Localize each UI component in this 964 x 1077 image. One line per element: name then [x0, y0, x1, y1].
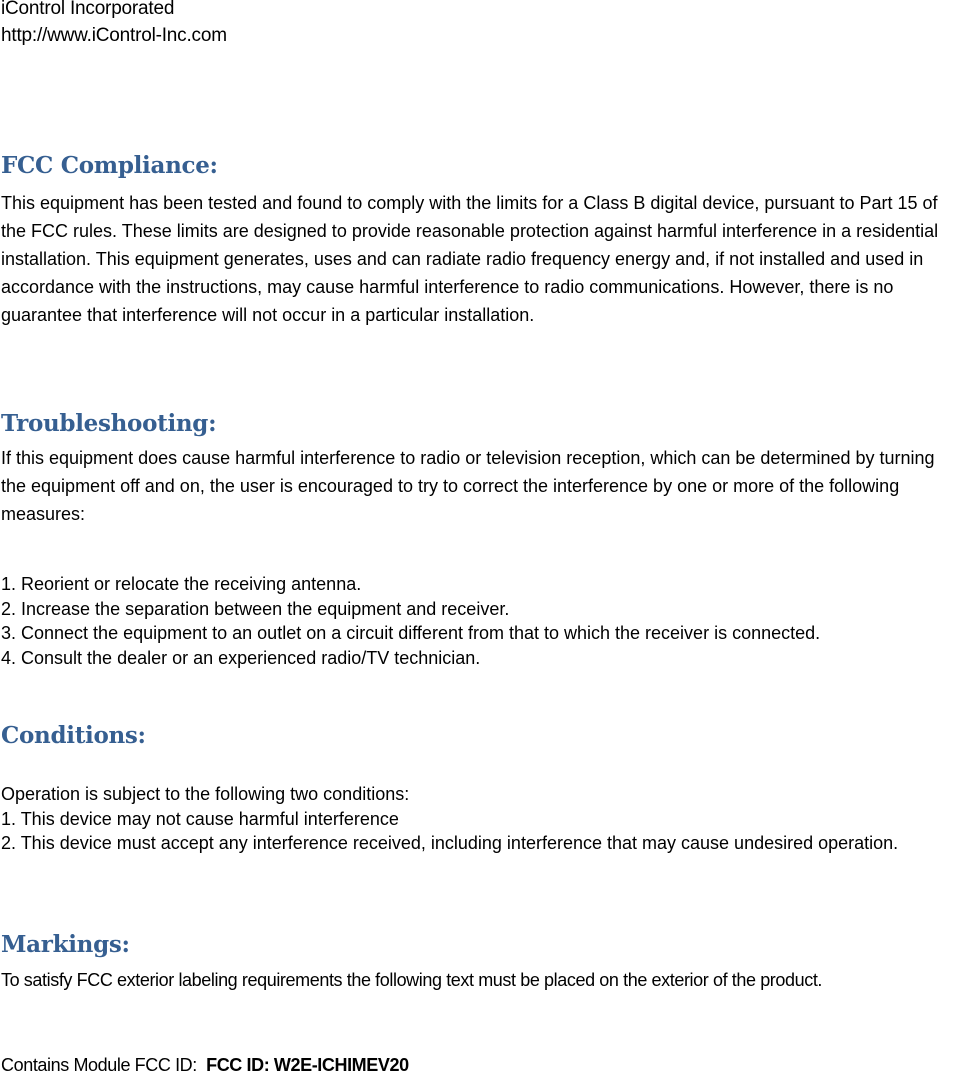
list-item: 2. Increase the separation between the equipment and receiver. [1, 598, 510, 619]
list-item: 1. Reorient or relocate the receiving antenna. [1, 574, 362, 594]
condition-item: 1. This device may not cause harmful interference [1, 808, 399, 829]
heading-troubleshooting: Troubleshooting: [1, 410, 217, 437]
list-item: 4. Consult the dealer or an experienced radio/TV technician. [1, 647, 481, 668]
heading-fcc-compliance: FCC Compliance: [1, 152, 218, 179]
conditions-block [1, 782, 964, 856]
troubleshooting-measures-list [1, 572, 820, 670]
fcc-id-line [1, 1053, 409, 1077]
fcc-id-value: FCC ID: W2E-ICHIMEV20 [206, 1055, 409, 1075]
list-item: 3. Connect the equipment to an outlet on a circuit different from that to which the receiver is connected. [1, 623, 821, 643]
markings-paragraph: To satisfy FCC exterior labeling requirements the following text must be placed on the exterior of the product. [1, 970, 823, 990]
heading-conditions: Conditions: [1, 722, 146, 749]
fcc-id-label: Contains Module FCC ID: [1, 1055, 197, 1075]
company-name: iControl Incorporated [1, 0, 175, 19]
conditions-intro: Operation is subject to the following two conditions: [1, 784, 410, 804]
condition-item: 2. This device must accept any interference received, including interference that may cause undesired operation. [1, 833, 899, 853]
troubleshooting-paragraph: If this equipment does cause harmful interference to radio or television reception, which can be determined by turning the equipment off and on, the user is encouraged to try to correct the interference by one or more of the following measures: [1, 448, 935, 524]
company-url: http://www.iControl-Inc.com [1, 25, 227, 46]
compliance-paragraph: This equipment has been tested and found to comply with the limits for a Class B digital device, pursuant to Part 15 of the FCC rules. These limits are designed to provide reasonable protection against harmful interference in a residential installation. This equipment generates, uses and can radiate radio frequency energy and, if not installed and used in accordance with the instructions, may cause harmful interference to radio communications. However, there is no guarantee that interference will not occur in a particular installation. [1, 193, 939, 325]
heading-markings: Markings: [1, 931, 130, 958]
